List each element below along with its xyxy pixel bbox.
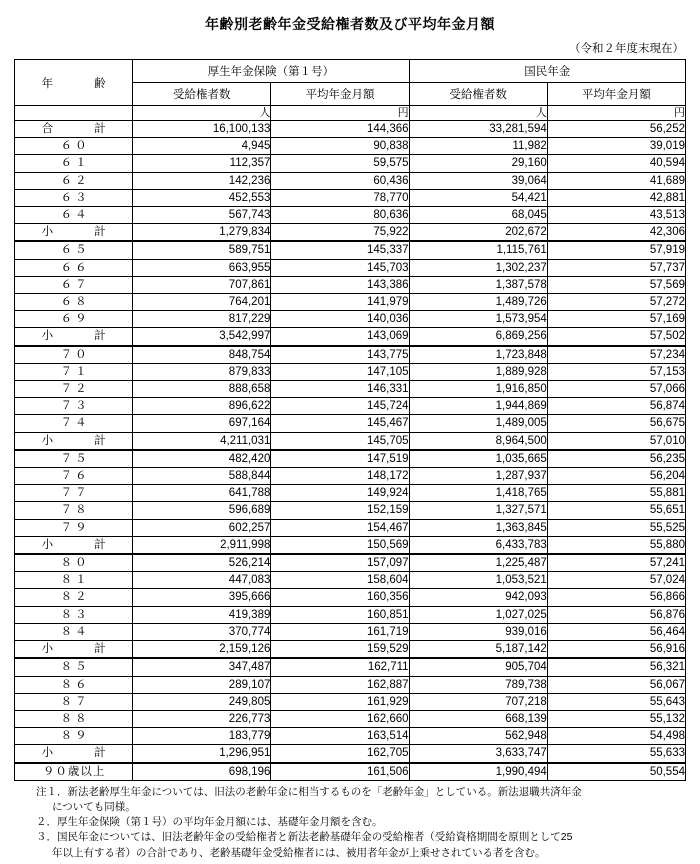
header-kokumin-amount: 平均年金月額: [547, 83, 685, 106]
cell-kokumin-recipients: 1,225,487: [409, 554, 547, 572]
row-age-label: 小 計: [15, 432, 133, 450]
cell-kosei-recipients: 817,229: [133, 311, 271, 328]
cell-kosei-amount: 90,838: [271, 138, 409, 155]
cell-kosei-recipients: 112,357: [133, 155, 271, 172]
row-age-label: ８８: [15, 710, 133, 727]
cell-kokumin-recipients: 6,869,256: [409, 328, 547, 346]
cell-kosei-amount: 148,172: [271, 468, 409, 485]
cell-kosei-amount: 147,519: [271, 450, 409, 468]
cell-kosei-recipients: 370,774: [133, 623, 271, 640]
cell-kosei-amount: 160,356: [271, 589, 409, 606]
cell-kosei-recipients: 347,487: [133, 658, 271, 676]
row-age-label: ６７: [15, 276, 133, 293]
cell-kosei-recipients: 567,743: [133, 207, 271, 224]
row-age-label: ７５: [15, 450, 133, 468]
cell-kokumin-amount: 56,874: [547, 398, 685, 415]
cell-kokumin-recipients: 68,045: [409, 207, 547, 224]
row-age-label: 合 計: [15, 121, 133, 138]
cell-kosei-amount: 140,036: [271, 311, 409, 328]
cell-kosei-recipients: 16,100,133: [133, 121, 271, 138]
cell-kosei-recipients: 896,622: [133, 398, 271, 415]
cell-kokumin-amount: 57,241: [547, 554, 685, 572]
cell-kokumin-recipients: 1,489,005: [409, 415, 547, 432]
table-row: [15, 468, 686, 485]
cell-kokumin-amount: 57,502: [547, 328, 685, 346]
cell-kokumin-recipients: 1,287,937: [409, 468, 547, 485]
row-age-label: 小 計: [15, 328, 133, 346]
cell-kokumin-recipients: 1,944,869: [409, 398, 547, 415]
units-kokumin-amount: 円: [547, 106, 685, 121]
cell-kokumin-amount: 43,513: [547, 207, 685, 224]
header-group-kosei: 厚生年金保険（第１号）: [133, 60, 409, 83]
table-row: [15, 241, 686, 259]
cell-kosei-amount: 162,711: [271, 658, 409, 676]
row-age-label: ８１: [15, 572, 133, 589]
note-line: についても同様。: [52, 800, 136, 813]
note-line: ２．厚生年金保険（第１号）の平均年金月額には、基礎年金月額を含む。: [36, 816, 383, 829]
cell-kokumin-amount: 56,067: [547, 676, 685, 693]
row-age-label: ７８: [15, 502, 133, 519]
cell-kokumin-amount: 55,525: [547, 519, 685, 536]
table-row: [15, 519, 686, 536]
cell-kosei-recipients: 698,196: [133, 763, 271, 781]
header-kokumin-recipients: 受給権者数: [409, 83, 547, 106]
cell-kosei-amount: 152,159: [271, 502, 409, 519]
cell-kokumin-amount: 55,643: [547, 693, 685, 710]
cell-kokumin-recipients: 6,433,783: [409, 536, 547, 554]
header-kosei-recipients: 受給権者数: [133, 83, 271, 106]
cell-kosei-recipients: 526,214: [133, 554, 271, 572]
row-age-label: ６６: [15, 259, 133, 276]
table-row: [15, 259, 686, 276]
table-row: [15, 294, 686, 311]
cell-kosei-amount: 149,924: [271, 485, 409, 502]
cell-kosei-recipients: 697,164: [133, 415, 271, 432]
cell-kokumin-recipients: 562,948: [409, 728, 547, 745]
cell-kokumin-amount: 56,321: [547, 658, 685, 676]
cell-kosei-recipients: 3,542,997: [133, 328, 271, 346]
table-row: [15, 224, 686, 242]
cell-kosei-amount: 143,386: [271, 276, 409, 293]
table-row: [15, 693, 686, 710]
table-row: [15, 745, 686, 763]
row-age-label: ６８: [15, 294, 133, 311]
cell-kosei-recipients: 2,911,998: [133, 536, 271, 554]
cell-kokumin-amount: 50,554: [547, 763, 685, 781]
table-row: [15, 328, 686, 346]
cell-kokumin-recipients: 54,421: [409, 189, 547, 206]
row-age-label: ８９: [15, 728, 133, 745]
cell-kokumin-recipients: 1,573,954: [409, 311, 547, 328]
cell-kokumin-recipients: 29,160: [409, 155, 547, 172]
units-kokumin-recipients: 人: [409, 106, 547, 121]
note-line: 注１．新法老齢厚生年金については、旧法の老齢年金に相当するものを「老齢年金」としている。新法退職共済年金: [36, 785, 582, 798]
table-row: [15, 606, 686, 623]
cell-kosei-recipients: 663,955: [133, 259, 271, 276]
cell-kosei-recipients: 226,773: [133, 710, 271, 727]
cell-kokumin-recipients: 1,363,845: [409, 519, 547, 536]
cell-kokumin-amount: 54,498: [547, 728, 685, 745]
cell-kosei-amount: 143,069: [271, 328, 409, 346]
cell-kokumin-recipients: 1,302,237: [409, 259, 547, 276]
cell-kokumin-amount: 56,675: [547, 415, 685, 432]
cell-kosei-recipients: 452,553: [133, 189, 271, 206]
row-age-label: ６４: [15, 207, 133, 224]
note-line: 年以上有する者）の合計であり、老齢基礎年金受給権者には、被用者年金が上乗せされている者を含む。: [52, 846, 546, 859]
table-row: [15, 710, 686, 727]
table-row: [15, 121, 686, 138]
cell-kosei-recipients: 848,754: [133, 346, 271, 364]
cell-kokumin-amount: 57,066: [547, 381, 685, 398]
table-row: [15, 641, 686, 659]
cell-kokumin-recipients: 942,093: [409, 589, 547, 606]
cell-kosei-amount: 60,436: [271, 172, 409, 189]
cell-kosei-amount: 150,569: [271, 536, 409, 554]
cell-kosei-amount: 59,575: [271, 155, 409, 172]
cell-kosei-recipients: 1,296,951: [133, 745, 271, 763]
note-item: [36, 830, 686, 860]
cell-kosei-recipients: 764,201: [133, 294, 271, 311]
table-notes: [14, 785, 686, 861]
cell-kosei-amount: 144,366: [271, 121, 409, 138]
row-age-label: ８０: [15, 554, 133, 572]
cell-kokumin-recipients: 3,633,747: [409, 745, 547, 763]
table-row: [15, 415, 686, 432]
cell-kokumin-amount: 56,235: [547, 450, 685, 468]
cell-kosei-recipients: 596,689: [133, 502, 271, 519]
cell-kosei-amount: 162,887: [271, 676, 409, 693]
cell-kosei-recipients: 395,666: [133, 589, 271, 606]
header-age: 年 齢: [15, 60, 133, 106]
cell-kokumin-amount: 56,204: [547, 468, 685, 485]
cell-kosei-recipients: 289,107: [133, 676, 271, 693]
cell-kosei-amount: 145,703: [271, 259, 409, 276]
row-age-label: ７１: [15, 363, 133, 380]
cell-kosei-recipients: 482,420: [133, 450, 271, 468]
table-row: [15, 536, 686, 554]
row-age-label: ７７: [15, 485, 133, 502]
cell-kokumin-amount: 40,594: [547, 155, 685, 172]
cell-kokumin-recipients: 789,738: [409, 676, 547, 693]
cell-kosei-amount: 157,097: [271, 554, 409, 572]
row-age-label: ７４: [15, 415, 133, 432]
cell-kosei-amount: 80,636: [271, 207, 409, 224]
cell-kosei-recipients: 249,805: [133, 693, 271, 710]
cell-kosei-recipients: 447,083: [133, 572, 271, 589]
cell-kosei-amount: 160,851: [271, 606, 409, 623]
cell-kosei-amount: 145,705: [271, 432, 409, 450]
cell-kokumin-amount: 57,153: [547, 363, 685, 380]
cell-kosei-recipients: 142,236: [133, 172, 271, 189]
table-row: [15, 589, 686, 606]
cell-kosei-amount: 147,105: [271, 363, 409, 380]
row-age-label: ７９: [15, 519, 133, 536]
table-row: [15, 398, 686, 415]
cell-kokumin-amount: 57,272: [547, 294, 685, 311]
cell-kosei-amount: 161,929: [271, 693, 409, 710]
table-row: [15, 138, 686, 155]
cell-kokumin-amount: 56,866: [547, 589, 685, 606]
cell-kosei-recipients: 183,779: [133, 728, 271, 745]
cell-kokumin-amount: 57,010: [547, 432, 685, 450]
row-age-label: ６０: [15, 138, 133, 155]
document-subtitle: （令和２年度末現在）: [569, 43, 684, 55]
units-row: [15, 106, 686, 121]
cell-kokumin-amount: 56,916: [547, 641, 685, 659]
cell-kokumin-recipients: 33,281,594: [409, 121, 547, 138]
cell-kokumin-amount: 57,169: [547, 311, 685, 328]
cell-kosei-amount: 163,514: [271, 728, 409, 745]
row-age-label: ９０歳以上: [15, 763, 133, 781]
units-kosei-recipients: 人: [133, 106, 271, 121]
row-age-label: 小 計: [15, 536, 133, 554]
header-group-kokumin: 国民年金: [409, 60, 685, 83]
row-age-label: ７３: [15, 398, 133, 415]
table-row: [15, 432, 686, 450]
cell-kosei-amount: 159,529: [271, 641, 409, 659]
cell-kokumin-recipients: 1,327,571: [409, 502, 547, 519]
cell-kokumin-amount: 39,019: [547, 138, 685, 155]
cell-kosei-amount: 143,775: [271, 346, 409, 364]
cell-kokumin-amount: 55,633: [547, 745, 685, 763]
cell-kosei-amount: 141,979: [271, 294, 409, 311]
cell-kokumin-recipients: 202,672: [409, 224, 547, 242]
cell-kokumin-recipients: 939,016: [409, 623, 547, 640]
table-row: [15, 381, 686, 398]
cell-kokumin-amount: 56,876: [547, 606, 685, 623]
cell-kosei-amount: 162,660: [271, 710, 409, 727]
table-row: [15, 155, 686, 172]
table-header-row-1: [15, 60, 686, 83]
table-row: [15, 276, 686, 293]
units-age-blank: [15, 106, 133, 121]
cell-kokumin-amount: 55,132: [547, 710, 685, 727]
row-age-label: ８３: [15, 606, 133, 623]
cell-kosei-amount: 75,922: [271, 224, 409, 242]
table-row: [15, 485, 686, 502]
units-kosei-amount: 円: [271, 106, 409, 121]
cell-kokumin-recipients: 1,489,726: [409, 294, 547, 311]
table-row: [15, 763, 686, 781]
table-row: [15, 728, 686, 745]
cell-kokumin-recipients: 1,990,494: [409, 763, 547, 781]
cell-kokumin-recipients: 1,387,578: [409, 276, 547, 293]
cell-kosei-recipients: 641,788: [133, 485, 271, 502]
table-row: [15, 676, 686, 693]
cell-kokumin-recipients: 1,889,928: [409, 363, 547, 380]
row-age-label: ６９: [15, 311, 133, 328]
cell-kokumin-recipients: 1,027,025: [409, 606, 547, 623]
cell-kokumin-amount: 57,024: [547, 572, 685, 589]
header-kosei-amount: 平均年金月額: [271, 83, 409, 106]
table-row: [15, 502, 686, 519]
row-age-label: ８５: [15, 658, 133, 676]
cell-kokumin-recipients: 1,115,761: [409, 241, 547, 259]
cell-kosei-recipients: 4,211,031: [133, 432, 271, 450]
cell-kosei-recipients: 4,945: [133, 138, 271, 155]
cell-kokumin-recipients: 5,187,142: [409, 641, 547, 659]
pension-statistics-table: [14, 59, 686, 781]
cell-kosei-recipients: 589,751: [133, 241, 271, 259]
table-row: [15, 450, 686, 468]
cell-kokumin-amount: 56,464: [547, 623, 685, 640]
cell-kosei-amount: 161,506: [271, 763, 409, 781]
cell-kosei-amount: 158,604: [271, 572, 409, 589]
cell-kokumin-recipients: 1,053,521: [409, 572, 547, 589]
cell-kosei-amount: 145,337: [271, 241, 409, 259]
row-age-label: ６３: [15, 189, 133, 206]
cell-kosei-amount: 145,467: [271, 415, 409, 432]
cell-kosei-amount: 145,724: [271, 398, 409, 415]
row-age-label: ８２: [15, 589, 133, 606]
row-age-label: 小 計: [15, 745, 133, 763]
row-age-label: ７６: [15, 468, 133, 485]
cell-kosei-recipients: 588,844: [133, 468, 271, 485]
table-row: [15, 363, 686, 380]
table-row: [15, 623, 686, 640]
cell-kokumin-recipients: 1,035,665: [409, 450, 547, 468]
cell-kosei-amount: 162,705: [271, 745, 409, 763]
cell-kosei-recipients: 602,257: [133, 519, 271, 536]
row-age-label: ６１: [15, 155, 133, 172]
row-age-label: ６５: [15, 241, 133, 259]
cell-kokumin-recipients: 905,704: [409, 658, 547, 676]
row-age-label: 小 計: [15, 224, 133, 242]
cell-kosei-recipients: 2,159,126: [133, 641, 271, 659]
cell-kosei-recipients: 419,389: [133, 606, 271, 623]
row-age-label: ７２: [15, 381, 133, 398]
table-row: [15, 554, 686, 572]
cell-kosei-amount: 146,331: [271, 381, 409, 398]
table-row: [15, 346, 686, 364]
cell-kosei-recipients: 707,861: [133, 276, 271, 293]
cell-kokumin-amount: 57,919: [547, 241, 685, 259]
cell-kosei-amount: 154,467: [271, 519, 409, 536]
page-title: 年齢別老齢年金受給権者数及び平均年金月額: [205, 16, 495, 32]
cell-kosei-amount: 78,770: [271, 189, 409, 206]
cell-kokumin-amount: 42,306: [547, 224, 685, 242]
cell-kokumin-recipients: 11,982: [409, 138, 547, 155]
cell-kokumin-amount: 55,881: [547, 485, 685, 502]
cell-kokumin-amount: 41,689: [547, 172, 685, 189]
table-row: [15, 658, 686, 676]
table-row: [15, 172, 686, 189]
cell-kokumin-amount: 57,569: [547, 276, 685, 293]
cell-kokumin-recipients: 1,916,850: [409, 381, 547, 398]
row-age-label: ７０: [15, 346, 133, 364]
row-age-label: ８４: [15, 623, 133, 640]
row-age-label: ６２: [15, 172, 133, 189]
cell-kokumin-amount: 42,881: [547, 189, 685, 206]
table-row: [15, 311, 686, 328]
table-row: [15, 572, 686, 589]
cell-kokumin-recipients: 707,218: [409, 693, 547, 710]
cell-kokumin-recipients: 1,418,765: [409, 485, 547, 502]
cell-kokumin-recipients: 39,064: [409, 172, 547, 189]
cell-kosei-amount: 161,719: [271, 623, 409, 640]
cell-kosei-recipients: 879,833: [133, 363, 271, 380]
cell-kosei-recipients: 888,658: [133, 381, 271, 398]
note-item: [36, 785, 686, 815]
note-line: ３．国民年金については、旧法老齢年金の受給権者と新法老齢基礎年金の受給権者（受給資格期間を原則として25: [36, 831, 573, 844]
row-age-label: ８６: [15, 676, 133, 693]
row-age-label: ８７: [15, 693, 133, 710]
table-row: [15, 189, 686, 206]
cell-kokumin-amount: 55,651: [547, 502, 685, 519]
cell-kokumin-amount: 55,880: [547, 536, 685, 554]
table-row: [15, 207, 686, 224]
note-item: [36, 815, 686, 830]
cell-kokumin-recipients: 8,964,500: [409, 432, 547, 450]
cell-kokumin-amount: 57,234: [547, 346, 685, 364]
cell-kokumin-recipients: 668,139: [409, 710, 547, 727]
cell-kokumin-recipients: 1,723,848: [409, 346, 547, 364]
cell-kosei-recipients: 1,279,834: [133, 224, 271, 242]
cell-kokumin-amount: 57,737: [547, 259, 685, 276]
row-age-label: 小 計: [15, 641, 133, 659]
cell-kokumin-amount: 56,252: [547, 121, 685, 138]
